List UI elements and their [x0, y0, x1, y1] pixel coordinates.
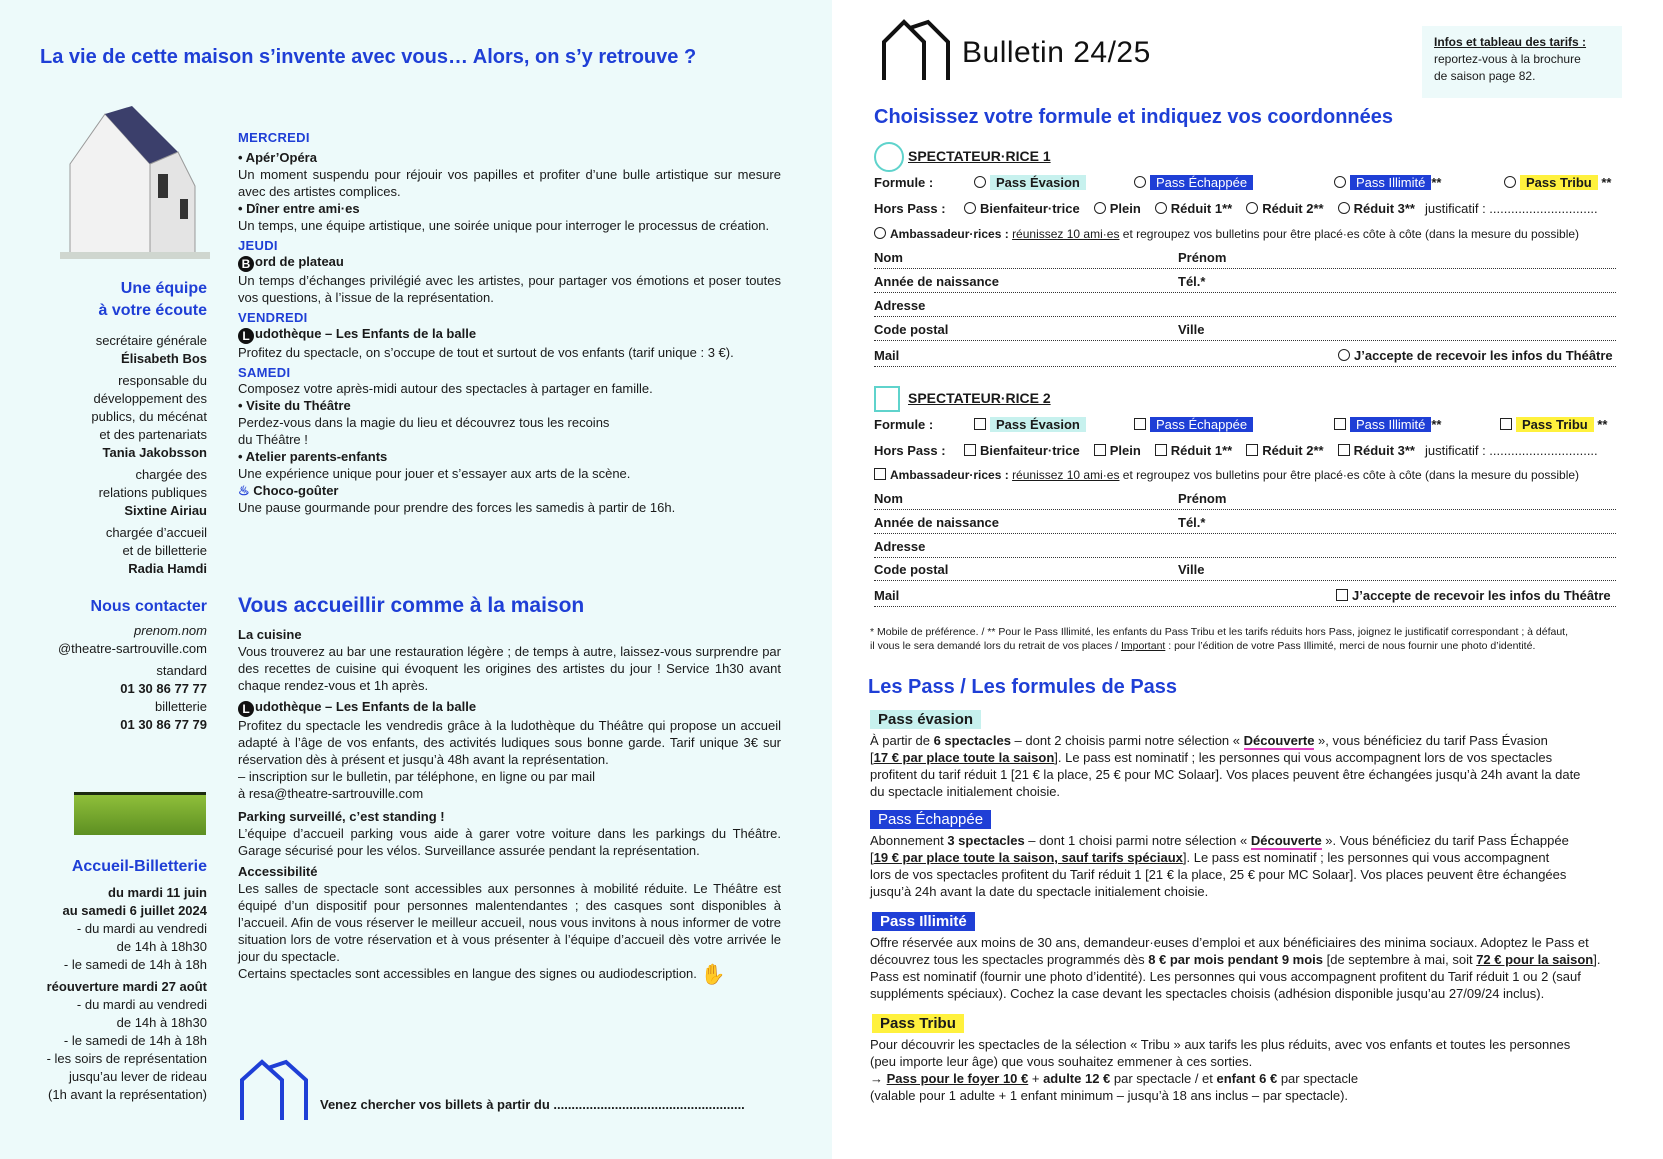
infos-text: reportez-vous à la brochure	[1434, 52, 1581, 66]
opt-illimite-2[interactable]	[1334, 417, 1441, 432]
ambassadeur-row-2	[874, 468, 1579, 482]
pass-line: Offre réservée aux moins de 30 ans, demandeur·euses d’emploi et aux bénéficiaires des minima sociaux. Adoptez le Pass et	[870, 935, 1589, 950]
pass-line: jusqu’à 24h avant la date du spectacle initialement choisie.	[870, 884, 1209, 899]
t: 3 spectacles	[947, 833, 1025, 848]
adresse-field[interactable]	[874, 557, 1616, 558]
team-role: publics, du mécénat	[91, 409, 207, 424]
t: par spectacle	[1277, 1071, 1359, 1086]
team-name: Élisabeth Bos	[121, 351, 207, 366]
pass-line: (peu importe leur âge) que vous souhaitez emmener à ces sorties.	[870, 1054, 1253, 1069]
pass-line: Pass est nominatif (fournir une photo d’identité). Les personnes qui vous accompagnent profitent du Tarif réduit 1 ou 2 (sauf	[870, 969, 1581, 984]
ambassadeur-link: réunissez 10 ami·es	[1012, 468, 1120, 482]
t: [	[870, 750, 874, 765]
program-column	[238, 130, 781, 516]
atelier-text: Une expérience unique pour jouer et s’essayer aux arts de la scène.	[238, 466, 631, 481]
t: – dont 1 choisi parmi notre sélection «	[1024, 833, 1251, 848]
hors-pass-label: Hors Pass :	[874, 443, 946, 458]
pass-line: lors de vos spectacles profitent du Tarif réduit 1 [21 € la place, 25 € pour MC Solaar]. Vos places peuvent être échangées	[870, 867, 1567, 882]
stars: **	[1597, 417, 1608, 432]
email-prefix: prenom.nom	[134, 623, 207, 638]
team-role: relations publiques	[98, 485, 207, 500]
accueil-line: - le samedi de 14h à 18h	[63, 1033, 207, 1048]
t: [de septembre à mai, soit	[1323, 952, 1477, 967]
infos-box	[1422, 26, 1622, 98]
formule-row-2	[874, 417, 933, 432]
accueil-heading: Vous accueillir comme à la maison	[238, 594, 585, 617]
ambassadeur-row-1	[874, 227, 1579, 241]
footnote-2	[870, 639, 1568, 653]
pass-illimite-label: Pass Illimité	[1350, 417, 1431, 432]
t: découvrez tous les spectacles programmés dès	[870, 952, 1149, 967]
spectator1-marker-icon	[874, 142, 904, 172]
grass-image	[74, 792, 206, 835]
t: 8 € par mois pendant 9 mois	[1148, 952, 1324, 967]
opt-evasion-2[interactable]	[974, 417, 1086, 432]
checkbox-icon[interactable]	[1334, 418, 1346, 430]
ambassadeur-label: Ambassadeur·rices :	[890, 468, 1009, 482]
prenom-label: Prénom	[1178, 491, 1227, 506]
t: ». Vous bénéficiez du tarif Pass Échappée	[1321, 833, 1569, 848]
prenom-label: Prénom	[1178, 250, 1227, 265]
accept-label: J’accepte de recevoir les infos du Théâtre	[1354, 348, 1613, 363]
team-name: Radia Hamdi	[128, 561, 207, 576]
day-mercredi: MERCREDI	[238, 130, 310, 145]
pass-echappee-heading: Pass Échappée	[870, 810, 991, 829]
tel-label: Tél.*	[1178, 274, 1206, 289]
accueil-section	[238, 594, 781, 984]
pass-tribu-label: Pass Tribu	[1520, 175, 1598, 190]
checkbox-icon[interactable]	[1336, 589, 1348, 601]
diner-title: • Dîner entre ami·es	[238, 201, 360, 216]
accueil-line: - du mardi au vendredi	[76, 997, 207, 1012]
footnotes	[870, 625, 1568, 653]
infos-title: Infos et tableau des tarifs :	[1434, 35, 1587, 49]
accueil-sidebar	[0, 856, 207, 1104]
accueil-line: - les soirs de représentation	[46, 1051, 207, 1066]
nom-field[interactable]	[874, 268, 1616, 269]
checkbox-icon[interactable]	[1246, 444, 1258, 456]
reduit3-label[interactable]: Réduit 3**	[1353, 201, 1415, 216]
checkbox-icon[interactable]	[974, 418, 986, 430]
pass-line: Pour découvrir les spectacles de la sélection « Tribu » aux tarifs les plus réduits, avec vos enfants et toutes les personnes	[870, 1037, 1571, 1052]
pass-evasion-heading: Pass évasion	[870, 710, 981, 729]
accept-label: J’accepte de recevoir les infos du Théâtre	[1352, 588, 1611, 603]
team-role: chargée des	[135, 467, 207, 482]
access-text: Les salles de spectacle sont accessibles aux personnes à mobilité réduite. Le Théâtre est équipé d’un dispositif pour personnes malentendantes ; des casques sont disponibles à l’accueil. Afin de vous réserver le meilleur accueil, nous vous invitons à nous informer de votre situation lors de votre réservation et à vous présenter à l’équipe d’accueil dès votre arrivée le jour du spectacle.	[238, 881, 781, 964]
code-postal-label: Code postal	[874, 322, 949, 337]
pass-line: (valable pour 1 adulte + 1 enfant minimum – jusqu’à 18 ans inclus – par spectacle).	[870, 1088, 1349, 1103]
hors-pass-row-2	[874, 443, 1598, 458]
annee-label: Année de naissance	[874, 274, 999, 289]
team-sidebar	[17, 278, 207, 578]
t: – dont 2 choisis parmi notre sélection «	[1010, 733, 1244, 748]
email-domain[interactable]: @theatre-sartrouville.com	[57, 641, 207, 656]
ludo2-mail[interactable]: à resa@theatre-sartrouville.com	[238, 786, 424, 801]
pass-illimite-heading: Pass Illimité	[872, 912, 975, 931]
house-logo-icon	[238, 1058, 310, 1122]
contact-sidebar	[7, 596, 207, 734]
decouverte-label: Découverte	[1243, 733, 1315, 748]
house-logo-icon	[880, 18, 952, 82]
access-title: Accessibilité	[238, 864, 318, 879]
access-text-2	[238, 965, 781, 984]
footnote-2b: Important	[1120, 640, 1166, 652]
team-role: responsable du	[118, 373, 207, 388]
decouverte-label: Découverte	[1250, 833, 1322, 848]
pass-line: suppléments spéciaux). Cochez la case devant les spectacles choisis (adhésion disponible jusqu’au 27/09/24 inclus).	[870, 986, 1545, 1001]
t: ]. Le pass est nominatif ; les personnes qui vous accompagnent	[1182, 850, 1550, 865]
team-title-1: Une équipe	[120, 280, 207, 297]
checkbox-icon[interactable]	[874, 468, 886, 480]
pass-line	[870, 749, 1622, 766]
pass-section-title: Les Pass / Les formules de Pass	[868, 676, 1178, 698]
t: [	[870, 850, 874, 865]
bord-text: Un temps d’échanges privilégié avec les artistes, pour partager vos émotions et poser toutes vos questions, à l’issue de la représentation.	[238, 273, 781, 305]
annee-field[interactable]	[874, 533, 1616, 534]
nom-field[interactable]	[874, 509, 1616, 510]
cuisine-text: Vous trouverez au bar une restauration légère ; de temps à autre, laissez-vous surprendre par des recettes de cuisine qui évoquent les origines des artistes du jour ! Service 1h30 avant chaque rendez-vous et 1h après.	[238, 644, 781, 693]
team-title-2: à votre écoute	[98, 302, 207, 319]
t: enfant 6 €	[1216, 1071, 1278, 1086]
choco-title-text: Choco-goûter	[253, 483, 339, 498]
code-postal-field[interactable]	[874, 580, 1616, 581]
code-postal-label: Code postal	[874, 562, 949, 577]
visite-text: du Théâtre !	[238, 432, 308, 447]
l-badge-icon: L	[238, 701, 254, 717]
reduit3-label[interactable]: Réduit 3**	[1353, 443, 1415, 458]
annee-label: Année de naissance	[874, 515, 999, 530]
bienfaiteur-label[interactable]: Bienfaiteur·trice	[980, 443, 1080, 458]
mail-label: Mail	[874, 588, 900, 603]
atelier-title: • Atelier parents-enfants	[238, 449, 388, 464]
sign-language-icon: ✋	[700, 964, 726, 986]
t: Pass pour le foyer 10 €	[886, 1071, 1029, 1086]
opt-tribu-2[interactable]	[1500, 417, 1608, 432]
radio-icon[interactable]	[964, 202, 976, 214]
code-postal-field[interactable]	[874, 340, 1616, 341]
pass-tribu-heading: Pass Tribu	[872, 1014, 964, 1033]
cupcake-icon: ♨	[238, 483, 250, 498]
visite-title: • Visite du Théâtre	[238, 398, 351, 413]
footnote-2c: : pour l’édition de votre Pass Illimité, merci de nous fournir une photo d’identité.	[1165, 640, 1536, 652]
checkbox-icon[interactable]	[1094, 444, 1106, 456]
accueil-dates: du mardi 11 juin	[108, 885, 207, 900]
pass-line: profitent du tarif réduit 1 [21 € la place, 25 € pour MC Solaar]. Vos places peuvent être échangées jusqu’à 24h avant la date	[870, 767, 1581, 782]
opt-echappee-1[interactable]	[1134, 175, 1253, 190]
accept-row-2[interactable]	[1336, 588, 1611, 603]
pass-echappee-text	[870, 832, 1622, 900]
t: 17 € par place toute la saison	[873, 750, 1055, 765]
footnote-1: * Mobile de préférence. / ** Pour le Pass Illimité, les enfants du Pass Tribu et les tarifs réduits hors Pass, joignez le justificatif correspondant ; à défaut,	[870, 626, 1569, 638]
day-vendredi: VENDREDI	[238, 310, 308, 325]
pass-line	[870, 832, 1622, 849]
hors-pass-row-1	[874, 201, 1598, 216]
checkbox-icon[interactable]	[1500, 418, 1512, 430]
nom-label: Nom	[874, 491, 903, 506]
radio-icon[interactable]	[1338, 202, 1350, 214]
footnote-2a: il vous le sera demandé lors du retrait de vos places /	[870, 640, 1121, 652]
parking-title: Parking surveillé, c’est standing !	[238, 809, 445, 824]
house-photo	[60, 104, 210, 259]
stars: **	[1431, 417, 1442, 432]
form-section-title: Choisissez votre formule et indiquez vos coordonnées	[874, 106, 1393, 128]
radio-icon[interactable]	[1134, 176, 1146, 188]
pass-illimite-text	[870, 934, 1622, 1002]
access-text-2-span: Certains spectacles sont accessibles en langue des signes ou audiodescription.	[238, 966, 697, 981]
adresse-label: Adresse	[874, 298, 926, 313]
day-samedi: SAMEDI	[238, 365, 291, 380]
stars: **	[1601, 175, 1612, 190]
pass-line: du spectacle initialement choisie.	[870, 784, 1061, 799]
plein-label[interactable]: Plein	[1109, 443, 1141, 458]
bord-title-text: ord de plateau	[255, 254, 344, 269]
l-badge-icon: L	[238, 328, 254, 344]
accueil-line: jusqu’au lever de rideau	[68, 1069, 207, 1084]
pass-tribu-label: Pass Tribu	[1516, 417, 1594, 432]
pass-line	[870, 1070, 1622, 1087]
radio-icon[interactable]	[874, 227, 886, 239]
standard-label: standard	[156, 663, 207, 678]
contact-title: Nous contacter	[90, 598, 207, 615]
radio-icon[interactable]	[1334, 176, 1346, 188]
ville-label: Ville	[1178, 562, 1205, 577]
ambassadeur-link: réunissez 10 ami·es	[1012, 227, 1120, 241]
adresse-label: Adresse	[874, 539, 926, 554]
ambassadeur-label: Ambassadeur·rices :	[890, 227, 1009, 241]
pass-echappee-label: Pass Échappée	[1150, 417, 1253, 432]
pass-line	[870, 951, 1622, 968]
tel-label: Tél.*	[1178, 515, 1206, 530]
team-role: et des partenariats	[99, 427, 207, 442]
justificatif-field[interactable]: justificatif : ..............................	[1425, 201, 1598, 216]
adresse-field[interactable]	[874, 316, 1616, 317]
radio-icon[interactable]	[1504, 176, 1516, 188]
ambassadeur-text: et regroupez vos bulletins pour être placé·es côte à côte (dans la mesure du possible)	[1122, 227, 1580, 241]
visite-text: Perdez-vous dans la magie du lieu et découvrez tous les recoins	[238, 415, 610, 430]
reduit1-label[interactable]: Réduit 1**	[1170, 201, 1233, 216]
spectator2-title: SPECTATEUR·RICE 2	[908, 390, 1051, 406]
opt-illimite-1[interactable]	[1334, 175, 1441, 190]
pass-evasion-text	[870, 732, 1622, 800]
choco-title	[238, 482, 781, 499]
stars: **	[1431, 175, 1442, 190]
billetterie-label: billetterie	[154, 699, 207, 714]
accueil-line: - le samedi de 14h à 18h	[63, 957, 207, 972]
page-headline: La vie de cette maison s’invente avec vous… Alors, on s’y retrouve ?	[40, 46, 697, 68]
infos-text: de saison page 82.	[1434, 69, 1536, 83]
arrow-icon: →	[870, 1071, 887, 1086]
ludo-title	[238, 325, 781, 344]
t: 6 spectacles	[933, 733, 1011, 748]
t: », vous bénéficiez du tarif Pass Évasion	[1314, 733, 1548, 748]
t: +	[1028, 1071, 1044, 1086]
spectator2-marker-icon	[874, 386, 900, 412]
mail-label: Mail	[874, 348, 900, 363]
pass-echappee-label: Pass Échappée	[1150, 175, 1253, 190]
mail-field[interactable]	[874, 366, 1616, 367]
team-role: et de billetterie	[122, 543, 207, 558]
mail-field[interactable]	[874, 606, 1616, 607]
t: adulte 12 €	[1043, 1071, 1111, 1086]
t: À partir de	[870, 733, 934, 748]
reduit2-label[interactable]: Réduit 2**	[1262, 443, 1324, 458]
opt-echappee-2[interactable]	[1134, 417, 1253, 432]
accueil-line: de 14h à 18h30	[116, 1015, 207, 1030]
spectator1-title: SPECTATEUR·RICE 1	[908, 148, 1051, 164]
bulletin-title: Bulletin 24/25	[962, 36, 1151, 69]
t: Abonnement	[870, 833, 948, 848]
pass-illimite-label: Pass Illimité	[1350, 175, 1431, 190]
team-role: secrétaire générale	[95, 333, 207, 348]
ville-label: Ville	[1178, 322, 1205, 337]
team-name: Sixtine Airiau	[124, 503, 207, 518]
reduit2-label[interactable]: Réduit 2**	[1262, 201, 1324, 216]
bord-title	[238, 253, 781, 272]
t: 72 € pour la saison	[1476, 952, 1594, 967]
team-name: Tania Jakobsson	[102, 445, 207, 460]
aperopera-text: Un moment suspendu pour réjouir vos papilles et profiter d’une bulle artistique sur mesure avec des artistes complices.	[238, 167, 781, 199]
pass-tribu-text	[870, 1036, 1622, 1104]
pass-evasion-label: Pass Évasion	[990, 417, 1086, 432]
billets-footer: Venez chercher vos billets à partir du .....................................................	[320, 1097, 745, 1112]
reduit1-label[interactable]: Réduit 1**	[1170, 443, 1233, 458]
ludo2-text-2: – inscription sur le bulletin, par téléphone, en ligne ou par mail	[238, 769, 595, 784]
ludo2-text: Profitez du spectacle les vendredis grâce à la ludothèque du Théâtre qui propose un accueil adapté à l’âge de vos enfants, des activités ludiques sous bonne garde. Tarif unique 3€ sur réservation dès à présent et jusqu’à 48h avant la représentation.	[238, 718, 781, 767]
checkbox-icon[interactable]	[1134, 418, 1146, 430]
accueil-line: - du mardi au vendredi	[76, 921, 207, 936]
aperopera-title: • Apér’Opéra	[238, 150, 317, 165]
justificatif-field[interactable]: justificatif : ..............................	[1425, 443, 1598, 458]
formule-label: Formule :	[874, 175, 934, 190]
team-role: chargée d’accueil	[105, 525, 207, 540]
accueil-line: (1h avant la représentation)	[48, 1087, 207, 1102]
radio-icon[interactable]	[1094, 202, 1106, 214]
radio-icon[interactable]	[1246, 202, 1258, 214]
checkbox-icon[interactable]	[1338, 444, 1350, 456]
b-badge-icon: B	[238, 256, 254, 272]
cuisine-title: La cuisine	[238, 627, 302, 642]
annee-field[interactable]	[874, 292, 1616, 293]
radio-icon[interactable]	[974, 176, 986, 188]
checkbox-icon[interactable]	[1155, 444, 1167, 456]
plein-label[interactable]: Plein	[1109, 201, 1141, 216]
team-role: développement des	[93, 391, 207, 406]
opt-evasion-1[interactable]	[974, 175, 1086, 190]
t: ].	[1593, 952, 1601, 967]
formule-row-1	[874, 175, 933, 190]
standard-phone[interactable]: 01 30 86 77 77	[120, 681, 207, 696]
radio-icon[interactable]	[1155, 202, 1167, 214]
accueil-title: Accueil-Billetterie	[71, 858, 207, 875]
pass-evasion-label: Pass Évasion	[990, 175, 1086, 190]
opt-tribu-1[interactable]	[1504, 175, 1612, 190]
nom-label: Nom	[874, 250, 903, 265]
ludo2-title-text: udothèque – Les Enfants de la balle	[255, 699, 477, 714]
parking-text: L’équipe d’accueil parking vous aide à garer votre voiture dans les parkings du Théâtre. Garage sécurisé pour les vélos. Surveillance assurée pendant la représentation.	[238, 826, 781, 858]
bienfaiteur-label[interactable]: Bienfaiteur·trice	[980, 201, 1080, 216]
pass-line	[870, 732, 1622, 749]
hors-pass-label: Hors Pass :	[874, 201, 946, 216]
accept-row-1[interactable]	[1338, 348, 1613, 363]
diner-text: Un temps, une équipe artistique, une soirée unique pour interroger le processus de création.	[238, 218, 770, 233]
accueil-line: de 14h à 18h30	[116, 939, 207, 954]
t: ]. Le pass est nominatif ; les personnes qui vous accompagnent lors de vos spectacles	[1054, 750, 1553, 765]
day-jeudi: JEUDI	[238, 238, 278, 253]
formule-label: Formule :	[874, 417, 934, 432]
ludo2-title	[238, 698, 781, 717]
ludo-text: Profitez du spectacle, on s’occupe de tout et surtout de vos enfants (tarif unique : 3 €).	[238, 345, 734, 360]
t: par spectacle / et	[1110, 1071, 1217, 1086]
ludo-title-text: udothèque – Les Enfants de la balle	[255, 326, 477, 341]
radio-icon[interactable]	[1338, 349, 1350, 361]
ambassadeur-text: et regroupez vos bulletins pour être placé·es côte à côte (dans la mesure du possible)	[1122, 468, 1580, 482]
billetterie-phone[interactable]: 01 30 86 77 79	[120, 717, 207, 732]
pass-line	[870, 849, 1622, 866]
reopen-date: réouverture mardi 27 août	[46, 979, 207, 994]
choco-text: Une pause gourmande pour prendre des forces les samedis à partir de 16h.	[238, 500, 676, 515]
accueil-dates: au samedi 6 juillet 2024	[62, 903, 207, 918]
t: 19 € par place toute la saison, sauf tarifs spéciaux	[873, 850, 1183, 865]
samedi-text: Composez votre après-midi autour des spectacles à partager en famille.	[238, 381, 653, 396]
checkbox-icon[interactable]	[964, 444, 976, 456]
